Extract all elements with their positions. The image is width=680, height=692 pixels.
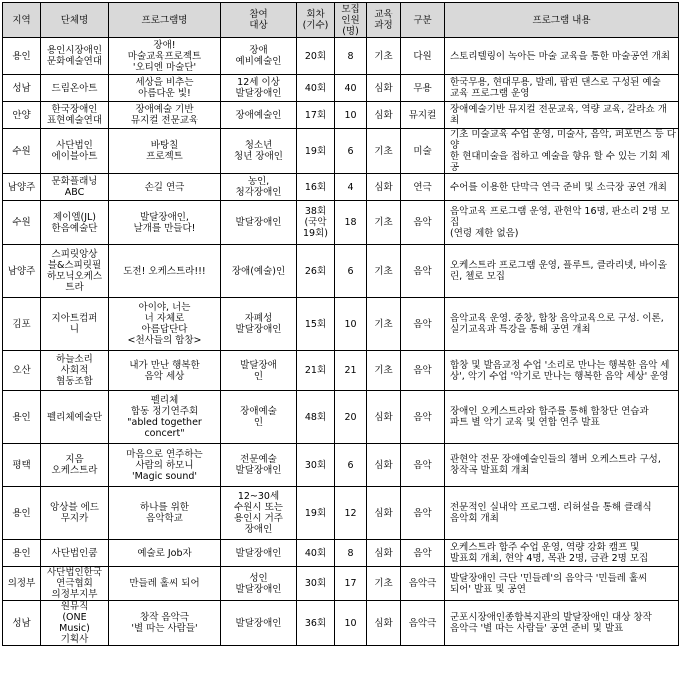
cell-content: 군포시장애인종합복지관의 발달장애인 대상 창작 음악극 '별 따는 사람들' 공연 준비 및 발표: [445, 601, 679, 646]
cell-sessions: 40회: [297, 75, 335, 102]
cell-capacity: 6: [335, 245, 367, 298]
cell-content: 음악교육 운영. 중창, 합창 음악교육으로 구성. 이론, 실기교육과 특강을 통해 공연 개최: [445, 298, 679, 351]
cell-capacity: 17: [335, 567, 367, 601]
cell-program: 만들레 홀씨 되어: [109, 567, 221, 601]
cell-course: 심화: [367, 75, 401, 102]
cell-category: 음악: [401, 298, 445, 351]
cell-sessions: 48회: [297, 391, 335, 444]
cell-region: 수원: [3, 201, 41, 245]
cell-content: 오케스트라 합주 수업 운영, 역량 강화 캠프 및 발표회 개최, 현악 4명, 목관 2명, 금관 2명 모집: [445, 540, 679, 567]
cell-region: 김포: [3, 298, 41, 351]
cell-course: 기초: [367, 351, 401, 391]
cell-org: 드림온아트: [41, 75, 109, 102]
cell-sessions: 40회: [297, 540, 335, 567]
cell-region: 용인: [3, 487, 41, 540]
cell-target: 성인 발달장애인: [221, 567, 297, 601]
cell-sessions: 26회: [297, 245, 335, 298]
header-sessions: 회차 (기수): [297, 3, 335, 38]
cell-org: 사단법인쿰: [41, 540, 109, 567]
cell-course: 기초: [367, 129, 401, 174]
cell-content: 관현악 전문 장애예술인들의 챔버 오케스트라 구성, 창작곡 발표회 개최: [445, 444, 679, 487]
cell-capacity: 8: [335, 540, 367, 567]
cell-org: 원뮤직 (ONE Music) 기획사: [41, 601, 109, 646]
header-program: 프로그램명: [109, 3, 221, 38]
cell-category: 무용: [401, 75, 445, 102]
cell-capacity: 20: [335, 391, 367, 444]
table-row: [3, 245, 679, 298]
cell-course: 기초: [367, 567, 401, 601]
cell-category: 음악: [401, 391, 445, 444]
cell-region: 남양주: [3, 174, 41, 201]
cell-target: 발달장애인: [221, 201, 297, 245]
cell-org: 펠리체예술단: [41, 391, 109, 444]
cell-course: 심화: [367, 444, 401, 487]
cell-category: 음악극: [401, 601, 445, 646]
cell-program: 창작 음악극 '별 따는 사람들': [109, 601, 221, 646]
cell-target: 전문예술 발달장애인: [221, 444, 297, 487]
program-table: [2, 2, 679, 646]
cell-region: 용인: [3, 540, 41, 567]
table-row: [3, 298, 679, 351]
cell-sessions: 30회: [297, 444, 335, 487]
header-org: 단체명: [41, 3, 109, 38]
cell-sessions: 38회 (국악 19회): [297, 201, 335, 245]
cell-target: 발달장애인: [221, 601, 297, 646]
cell-capacity: 4: [335, 174, 367, 201]
cell-target: 농인, 청각장애인: [221, 174, 297, 201]
cell-org: 앙상블 에드 무지카: [41, 487, 109, 540]
header-region: 지역: [3, 3, 41, 38]
cell-content: 한국무용, 현대무용, 발레, 팝핀 댄스로 구성된 예술 교육 프로그램 운영: [445, 75, 679, 102]
header-capacity: 모집 인원 (명): [335, 3, 367, 38]
cell-course: 기초: [367, 298, 401, 351]
cell-course: 심화: [367, 102, 401, 129]
cell-region: 평택: [3, 444, 41, 487]
cell-program: 내가 만난 행복한 음악 세상: [109, 351, 221, 391]
cell-program: 아이야, 너는 너 자체로 아름답단다 <천사들의 합창>: [109, 298, 221, 351]
cell-capacity: 10: [335, 298, 367, 351]
cell-category: 음악극: [401, 567, 445, 601]
cell-capacity: 6: [335, 444, 367, 487]
cell-program: 장애예술 기반 뮤지컬 전문교육: [109, 102, 221, 129]
cell-region: 용인: [3, 391, 41, 444]
cell-category: 음악: [401, 540, 445, 567]
cell-target: 장애예술인: [221, 102, 297, 129]
cell-program: 하나를 위한 음악학교: [109, 487, 221, 540]
cell-category: 음악: [401, 201, 445, 245]
table-row: [3, 391, 679, 444]
cell-course: 심화: [367, 487, 401, 540]
cell-program: 바탕칠 프로젝트: [109, 129, 221, 174]
table-row: [3, 351, 679, 391]
cell-capacity: 12: [335, 487, 367, 540]
table-row: [3, 540, 679, 567]
cell-capacity: 10: [335, 601, 367, 646]
cell-course: 심화: [367, 174, 401, 201]
cell-sessions: 19회: [297, 487, 335, 540]
cell-sessions: 19회: [297, 129, 335, 174]
cell-region: 안양: [3, 102, 41, 129]
table-row: [3, 174, 679, 201]
cell-region: 성남: [3, 601, 41, 646]
cell-target: 청소년 청년 장애인: [221, 129, 297, 174]
cell-target: 자폐성 발달장애인: [221, 298, 297, 351]
cell-program: 예술로 Job자: [109, 540, 221, 567]
cell-category: 미술: [401, 129, 445, 174]
cell-category: 음악: [401, 444, 445, 487]
cell-org: 하늘소리 사회적 협동조합: [41, 351, 109, 391]
cell-category: 음악: [401, 351, 445, 391]
cell-content: 전문적인 실내악 프로그램. 리허설을 통해 클래식 음악회 개최: [445, 487, 679, 540]
cell-program: 세상을 비추는 아름다운 빛!: [109, 75, 221, 102]
cell-sessions: 16회: [297, 174, 335, 201]
cell-sessions: 36회: [297, 601, 335, 646]
cell-program: 발달장애인, 날개를 만들다!: [109, 201, 221, 245]
table-row: [3, 201, 679, 245]
cell-capacity: 21: [335, 351, 367, 391]
cell-category: 다원: [401, 38, 445, 75]
cell-content: 합창 및 발음교정 수업 '소리로 만나는 행복한 음악 세 상', 악기 수업 '악기로 만나는 행복한 음악 세상' 운영: [445, 351, 679, 391]
cell-content: 오케스트라 프로그램 운영, 플루트, 클라리넷, 바이올 린, 첼로 모집: [445, 245, 679, 298]
cell-content: 기초 미술교육 수업 운영, 미술사, 음악, 퍼포먼스 등 다양 한 현대미술을 접하고 예술을 향유 할 수 있는 기회 제공: [445, 129, 679, 174]
cell-org: 문화플래닝 ABC: [41, 174, 109, 201]
cell-target: 12세 이상 발달장애인: [221, 75, 297, 102]
cell-org: 용인시장애인 문화예술연대: [41, 38, 109, 75]
cell-sessions: 30회: [297, 567, 335, 601]
cell-region: 용인: [3, 38, 41, 75]
cell-program: 장애! 마술교육프로젝트 '오티엔 마술단': [109, 38, 221, 75]
cell-target: 장애 예비예술인: [221, 38, 297, 75]
table-row: [3, 487, 679, 540]
cell-region: 성남: [3, 75, 41, 102]
cell-course: 심화: [367, 540, 401, 567]
cell-capacity: 10: [335, 102, 367, 129]
cell-content: 음악교육 프로그램 운영, 관현악 16명, 판소리 2명 모집 (연령 제한 없음): [445, 201, 679, 245]
header-course: 교육 과정: [367, 3, 401, 38]
table-row: [3, 444, 679, 487]
cell-region: 오산: [3, 351, 41, 391]
header-content: 프로그램 내용: [445, 3, 679, 38]
cell-content: 발달장애인 극단 '민들레'의 음악극 '민들레 홀씨 되어' 발표 및 공연: [445, 567, 679, 601]
cell-course: 기초: [367, 245, 401, 298]
cell-content: 장애예술기반 뮤지컬 전문교육, 역량 교육, 갈라쇼 개최: [445, 102, 679, 129]
cell-content: 장애인 오케스트라와 합주를 통해 합창단 연습과 파트 별 악기 교육 및 연합 연주 발표: [445, 391, 679, 444]
cell-org: 사단법인한국 연극협회 의정부지부: [41, 567, 109, 601]
table-row: [3, 38, 679, 75]
cell-org: 지아트컴퍼 니: [41, 298, 109, 351]
cell-sessions: 20회: [297, 38, 335, 75]
cell-sessions: 15회: [297, 298, 335, 351]
cell-org: 지음 오케스트라: [41, 444, 109, 487]
cell-program: 마음으로 연주하는 사람의 하모니 'Magic sound': [109, 444, 221, 487]
cell-sessions: 17회: [297, 102, 335, 129]
cell-program: 손길 연극: [109, 174, 221, 201]
cell-region: 수원: [3, 129, 41, 174]
header-row: [3, 3, 679, 38]
cell-course: 심화: [367, 601, 401, 646]
table-row: [3, 567, 679, 601]
cell-capacity: 8: [335, 38, 367, 75]
cell-category: 연극: [401, 174, 445, 201]
cell-target: 장애(예술)인: [221, 245, 297, 298]
header-category: 구분: [401, 3, 445, 38]
cell-org: 한국장애인 표현예술연대: [41, 102, 109, 129]
cell-course: 기초: [367, 38, 401, 75]
cell-content: 수어를 이용한 단막극 연극 준비 및 소극장 공연 개최: [445, 174, 679, 201]
table-row: [3, 129, 679, 174]
cell-org: 사단법인 에이블아트: [41, 129, 109, 174]
table-row: [3, 601, 679, 646]
cell-target: 12~30세 수원시 또는 용인시 거주 장애인: [221, 487, 297, 540]
cell-capacity: 40: [335, 75, 367, 102]
cell-category: 음악: [401, 487, 445, 540]
cell-region: 남양주: [3, 245, 41, 298]
cell-sessions: 21회: [297, 351, 335, 391]
cell-course: 심화: [367, 391, 401, 444]
cell-capacity: 6: [335, 129, 367, 174]
cell-org: 제이엘(JL) 한음예술단: [41, 201, 109, 245]
cell-capacity: 18: [335, 201, 367, 245]
cell-target: 발달장애 인: [221, 351, 297, 391]
cell-target: 장애예술 인: [221, 391, 297, 444]
cell-region: 의정부: [3, 567, 41, 601]
cell-org: 스피릿앙상 블&스피릿필 하모닉오케스 트라: [41, 245, 109, 298]
header-target: 참여 대상: [221, 3, 297, 38]
cell-content: 스토리텔링이 녹아든 마술 교육을 통한 마술공연 개최: [445, 38, 679, 75]
table-row: [3, 102, 679, 129]
cell-program: 펠리체 합동 정기연주회 "abled together concert": [109, 391, 221, 444]
cell-category: 음악: [401, 245, 445, 298]
cell-target: 발달장애인: [221, 540, 297, 567]
cell-course: 기초: [367, 201, 401, 245]
cell-category: 뮤지컬: [401, 102, 445, 129]
cell-program: 도전! 오케스트라!!!: [109, 245, 221, 298]
table-row: [3, 75, 679, 102]
